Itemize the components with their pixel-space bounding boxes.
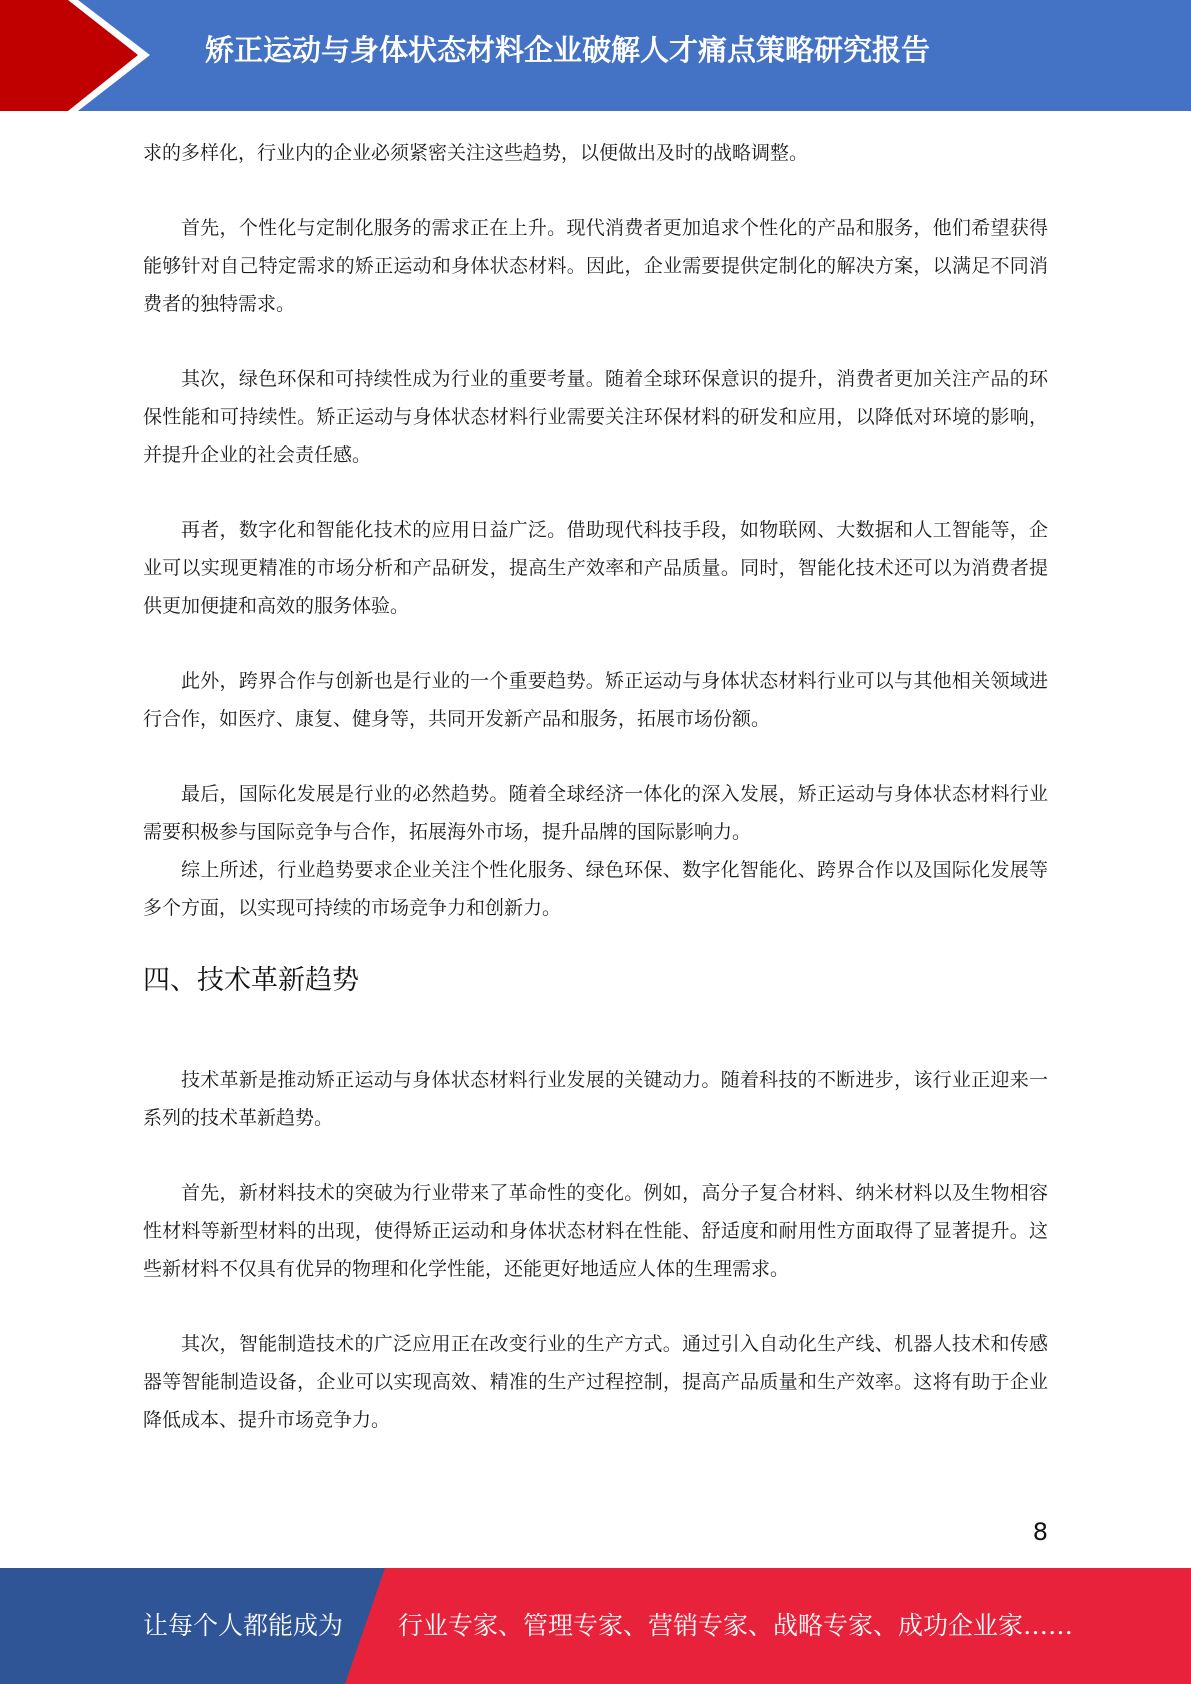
report-title: 矫正运动与身体状态材料企业破解人才痛点策略研究报告 [205, 33, 931, 67]
paragraph-green-sustainability: 其次，绿色环保和可持续性成为行业的重要考量。随着全球环保意识的提升，消费者更加关注产品的环保性能和可持续性。矫正运动与身体状态材料行业需要关注环保材料的研发和应用，以降低对环境的影响，并提升企业的社会责任感。 [143, 368, 1048, 466]
paragraph-personalization: 首先，个性化与定制化服务的需求正在上升。现代消费者更加追求个性化的产品和服务，他们希望获得能够针对自己特定需求的矫正运动和身体状态材料。因此，企业需要提供定制化的解决方案，以满足不同消费者的独特需求。 [143, 217, 1048, 315]
paragraph-smart-manufacturing: 其次，智能制造技术的广泛应用正在改变行业的生产方式。通过引入自动化生产线、机器人技术和传感器等智能制造设备，企业可以实现高效、精准的生产过程控制，提高产品质量和生产效率。这将有助于企业降低成本、提升市场竞争力。 [143, 1333, 1048, 1431]
page-footer [0, 1568, 1191, 1684]
paragraph-cross-industry: 此外，跨界合作与创新也是行业的一个重要趋势。矫正运动与身体状态材料行业可以与其他相关领域进行合作，如医疗、康复、健身等，共同开发新产品和服务，拓展市场份额。 [143, 670, 1048, 730]
report-body [143, 134, 1048, 1439]
paragraph-continuation: 求的多样化，行业内的企业必须紧密关注这些趋势，以便做出及时的战略调整。 [143, 142, 809, 164]
paragraph-tech-intro: 技术革新是推动矫正运动与身体状态材料行业发展的关键动力。随着科技的不断进步，该行业正迎来一系列的技术革新趋势。 [143, 1069, 1048, 1129]
page-header [0, 0, 1191, 111]
paragraph-summary: 综上所述，行业趋势要求企业关注个性化服务、绿色环保、数字化智能化、跨界合作以及国际化发展等多个方面，以实现可持续的市场竞争力和创新力。 [143, 859, 1048, 919]
header-arrow-decoration [0, 0, 138, 111]
paragraph-internationalization: 最后，国际化发展是行业的必然趋势。随着全球经济一体化的深入发展，矫正运动与身体状态材料行业需要积极参与国际竞争与合作，拓展海外市场，提升品牌的国际影响力。 [143, 783, 1048, 843]
page-number: 8 [1032, 1518, 1048, 1546]
footer-slogan-roles: 行业专家、管理专家、营销专家、战略专家、成功企业家…… [398, 1611, 1074, 1640]
paragraph-new-materials: 首先，新材料技术的突破为行业带来了革命性的变化。例如，高分子复合材料、纳米材料以及生物相容性材料等新型材料的出现，使得矫正运动和身体状态材料在性能、舒适度和耐用性方面取得了显著提升。这些新材料不仅具有优异的物理和化学性能，还能更好地适应人体的生理需求。 [143, 1182, 1048, 1280]
section-heading: 四、技术革新趋势 [143, 965, 359, 996]
paragraph-digitalization: 再者，数字化和智能化技术的应用日益广泛。借助现代科技手段，如物联网、大数据和人工智能等，企业可以实现更精准的市场分析和产品研发，提高生产效率和产品质量。同时，智能化技术还可以为消费者提供更加便捷和高效的服务体验。 [143, 519, 1048, 617]
footer-slogan-lead: 让每个人都能成为 [143, 1611, 344, 1640]
